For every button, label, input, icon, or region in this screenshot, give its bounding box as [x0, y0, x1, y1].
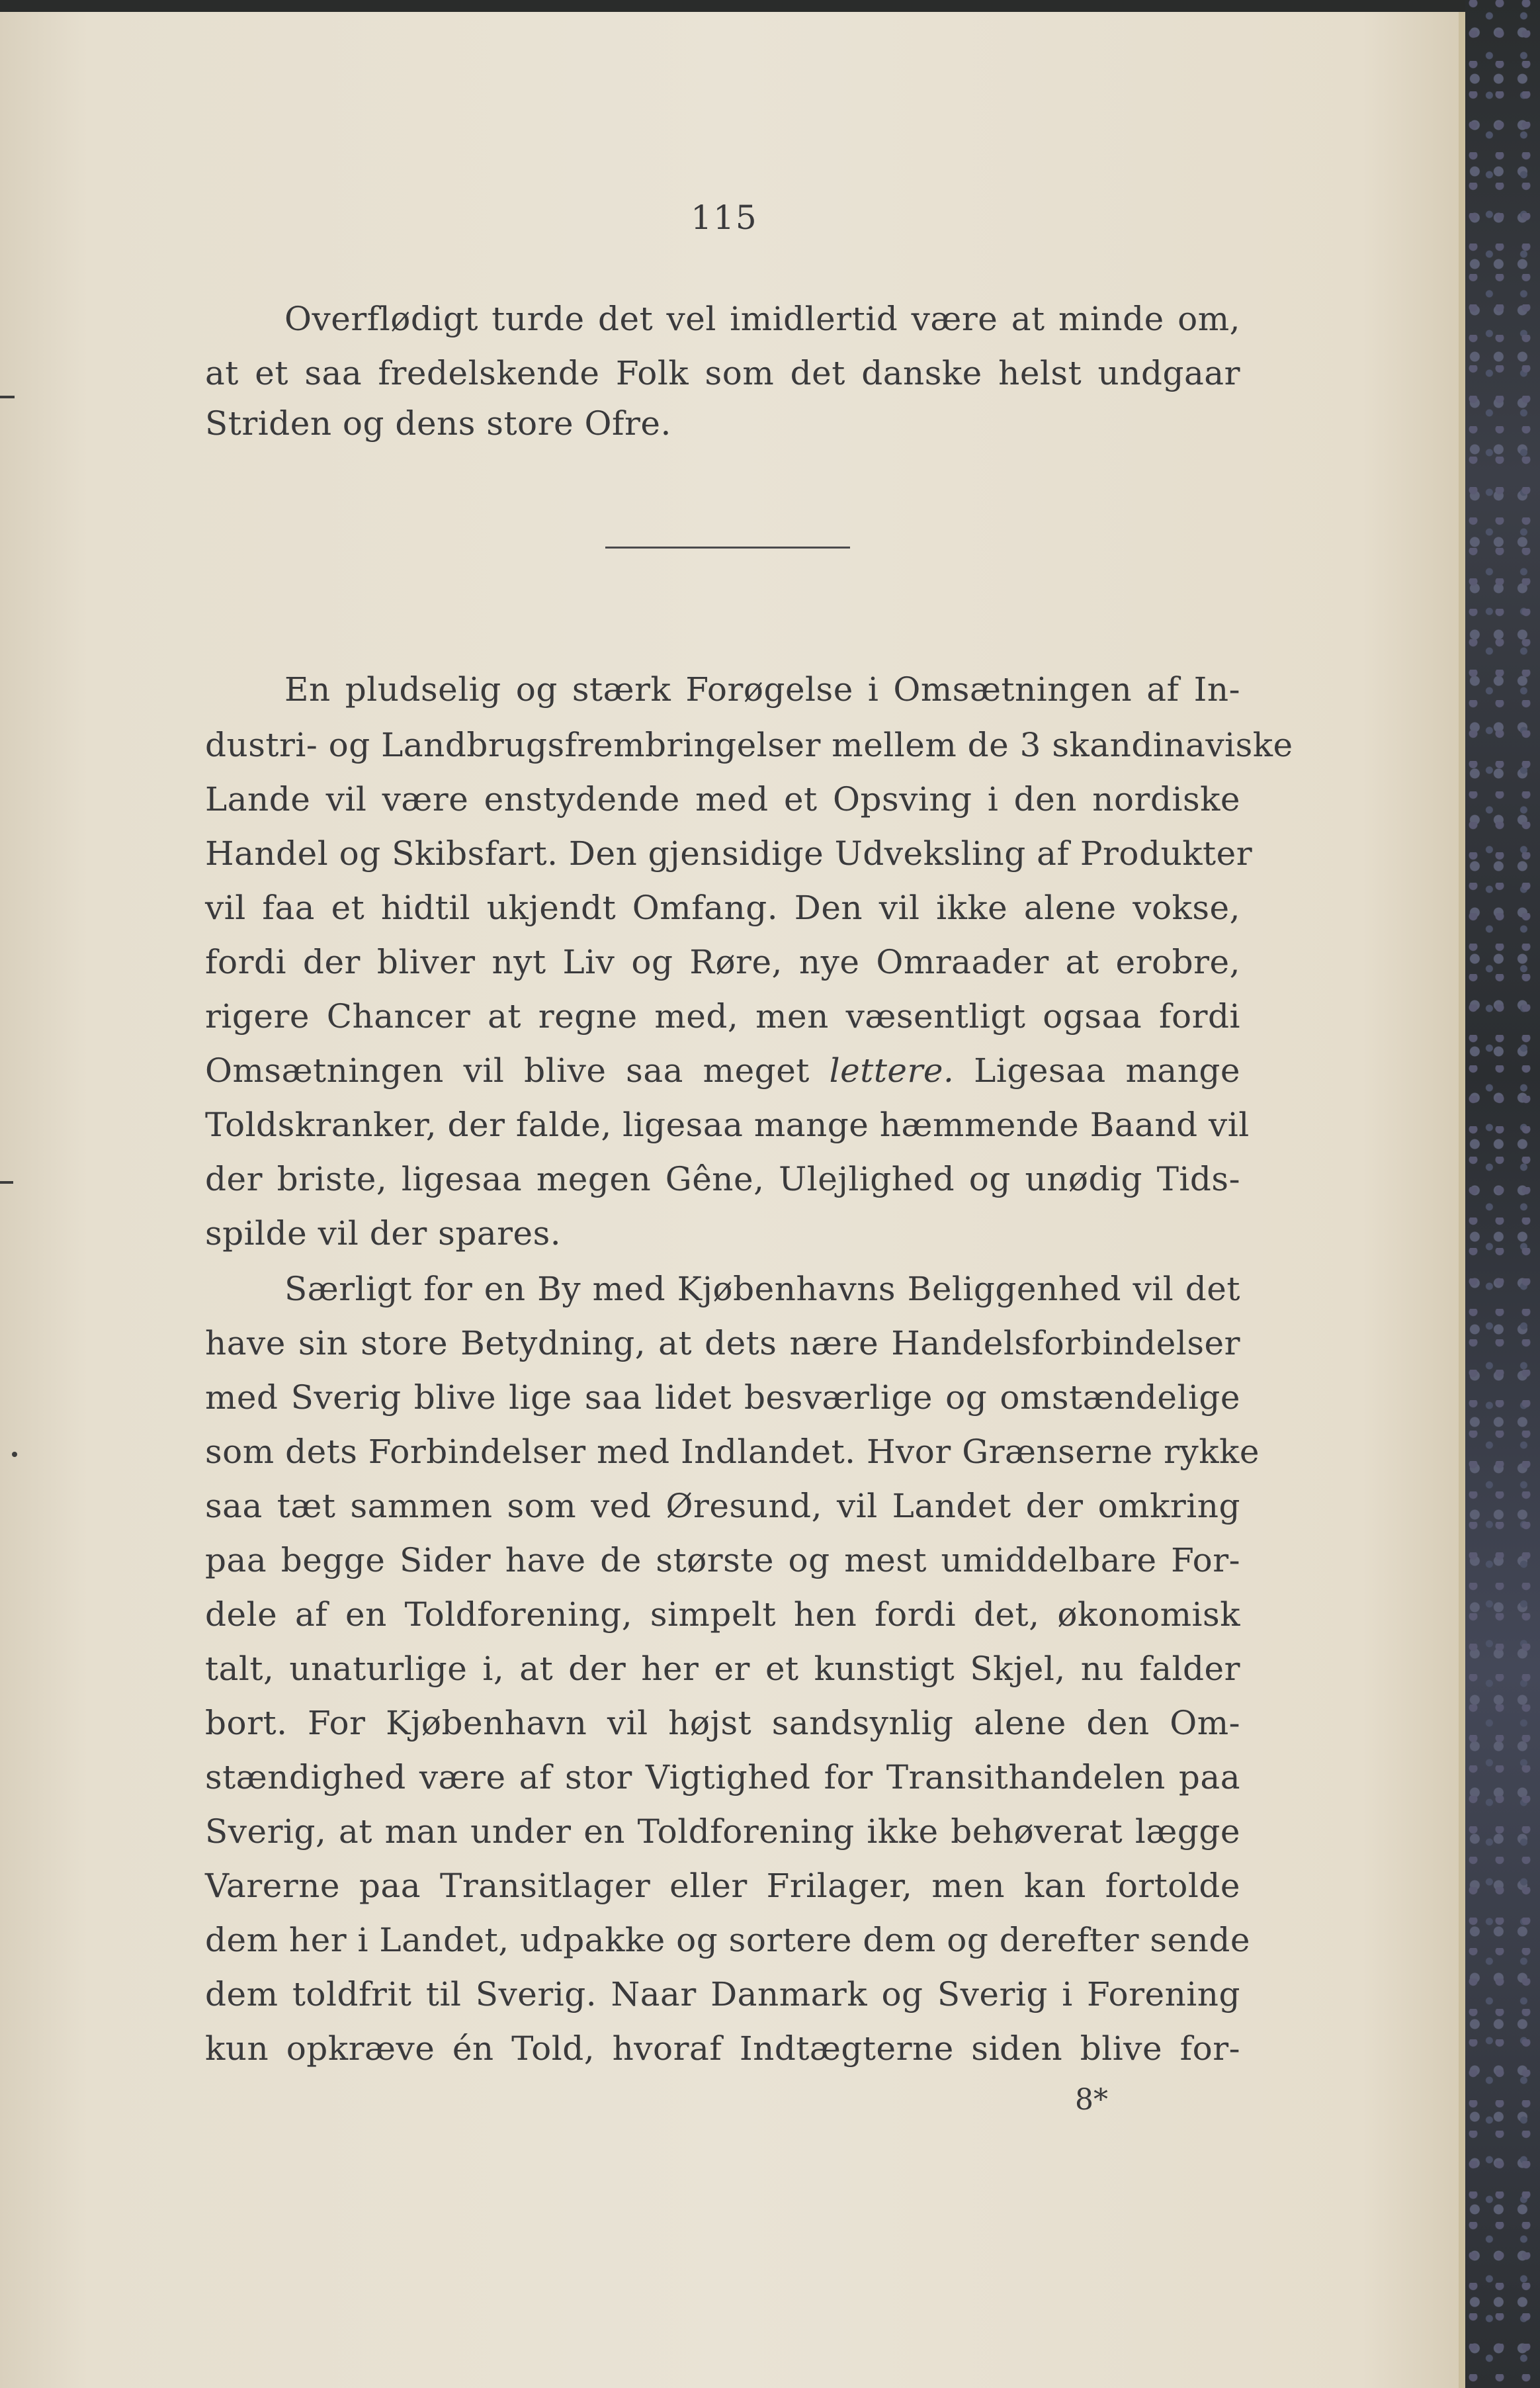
paragraph-3-line: med Sverig blive lige saa lidet besværlige og omstændelige: [205, 1378, 1240, 1417]
paragraph-2-line: rigere Chancer at regne med, men væsentligt ogsaa fordi: [205, 997, 1240, 1036]
paragraph-1-line: Overflødigt turde det vel imidlertid være at minde om,: [284, 300, 1240, 338]
margin-mark: [0, 396, 15, 398]
paragraph-3-line: paa begge Sider have de største og mest umiddelbare For-: [205, 1541, 1240, 1579]
paragraph-2-line: En pludselig og stærk Forøgelse i Omsætningen af In-: [284, 670, 1240, 709]
margin-mark: [12, 1452, 17, 1457]
margin-mark: [0, 1181, 13, 1184]
page-number: 115: [691, 199, 758, 237]
paragraph-3-line: saa tæt sammen som ved Øresund, vil Landet der omkring: [205, 1487, 1240, 1525]
paragraph-2-line: spilde vil der spares.: [205, 1214, 562, 1253]
paragraph-3-line: Varerne paa Transitlager eller Frilager, men kan fortolde: [205, 1867, 1240, 1905]
line-segment: Omsætningen vil blive saa meget: [205, 1051, 810, 1090]
signature-mark: 8*: [1075, 2083, 1108, 2117]
paragraph-3-line: bort. For Kjøbenhavn vil højst sandsynlig alene den Om-: [205, 1704, 1240, 1742]
paragraph-1-line: at et saa fredelskende Folk som det danske helst undgaar: [205, 354, 1240, 392]
paragraph-3-line: som dets Forbindelser med Indlandet. Hvor Grænserne rykke: [205, 1433, 1260, 1471]
paragraph-2-line: Toldskranker, der falde, ligesaa mange hæmmende Baand vil: [205, 1106, 1250, 1144]
paragraph-3-line: kun opkræve én Told, hvoraf Indtægterne siden blive for-: [205, 2029, 1240, 2068]
paragraph-3-line: dem toldfrit til Sverig. Naar Danmark og Sverig i Forening: [205, 1975, 1240, 2013]
paragraph-3-line: talt, unaturlige i, at der her er et kunstigt Skjel, nu falder: [205, 1650, 1240, 1688]
paragraph-1-line: Striden og dens store Ofre.: [205, 404, 671, 443]
marbled-binding: [1465, 0, 1540, 2388]
section-divider: [605, 547, 850, 549]
paragraph-2-line: [205, 1043, 1240, 1098]
paragraph-2-line: der briste, ligesaa megen Gêne, Ulejlighed og unødig Tids-: [205, 1160, 1240, 1198]
paragraph-2-line: dustri- og Landbrugsfrembringelser mellem de 3 skandinaviske: [205, 726, 1293, 764]
paragraph-3-line: dele af en Toldforening, simpelt hen fordi det, økonomisk: [205, 1595, 1240, 1634]
paragraph-3-line: Sverig, at man under en Toldforening ikke behøverat lægge: [205, 1812, 1240, 1851]
paragraph-3-line: dem her i Landet, udpakke og sortere dem og derefter sende: [205, 1921, 1250, 1959]
paragraph-3-line: stændighed være af stor Vigtighed for Transithandelen paa: [205, 1758, 1240, 1796]
paragraph-2-line: fordi der bliver nyt Liv og Røre, nye Omraader at erobre,: [205, 943, 1240, 981]
emphasized-word: lettere.: [829, 1051, 955, 1090]
paragraph-3-line: Særligt for en By med Kjøbenhavns Beliggenhed vil det: [284, 1270, 1240, 1308]
paragraph-2-line: Handel og Skibsfart. Den gjensidige Udveksling af Produkter: [205, 834, 1253, 873]
line-segment: Ligesaa mange: [974, 1051, 1240, 1090]
paragraph-2-line: vil faa et hidtil ukjendt Omfang. Den vil ikke alene vokse,: [205, 889, 1240, 927]
paragraph-3-line: have sin store Betydning, at dets nære Handelsforbindelser: [205, 1324, 1240, 1362]
paragraph-2-line: Lande vil være enstydende med et Opsving i den nordiske: [205, 780, 1240, 818]
